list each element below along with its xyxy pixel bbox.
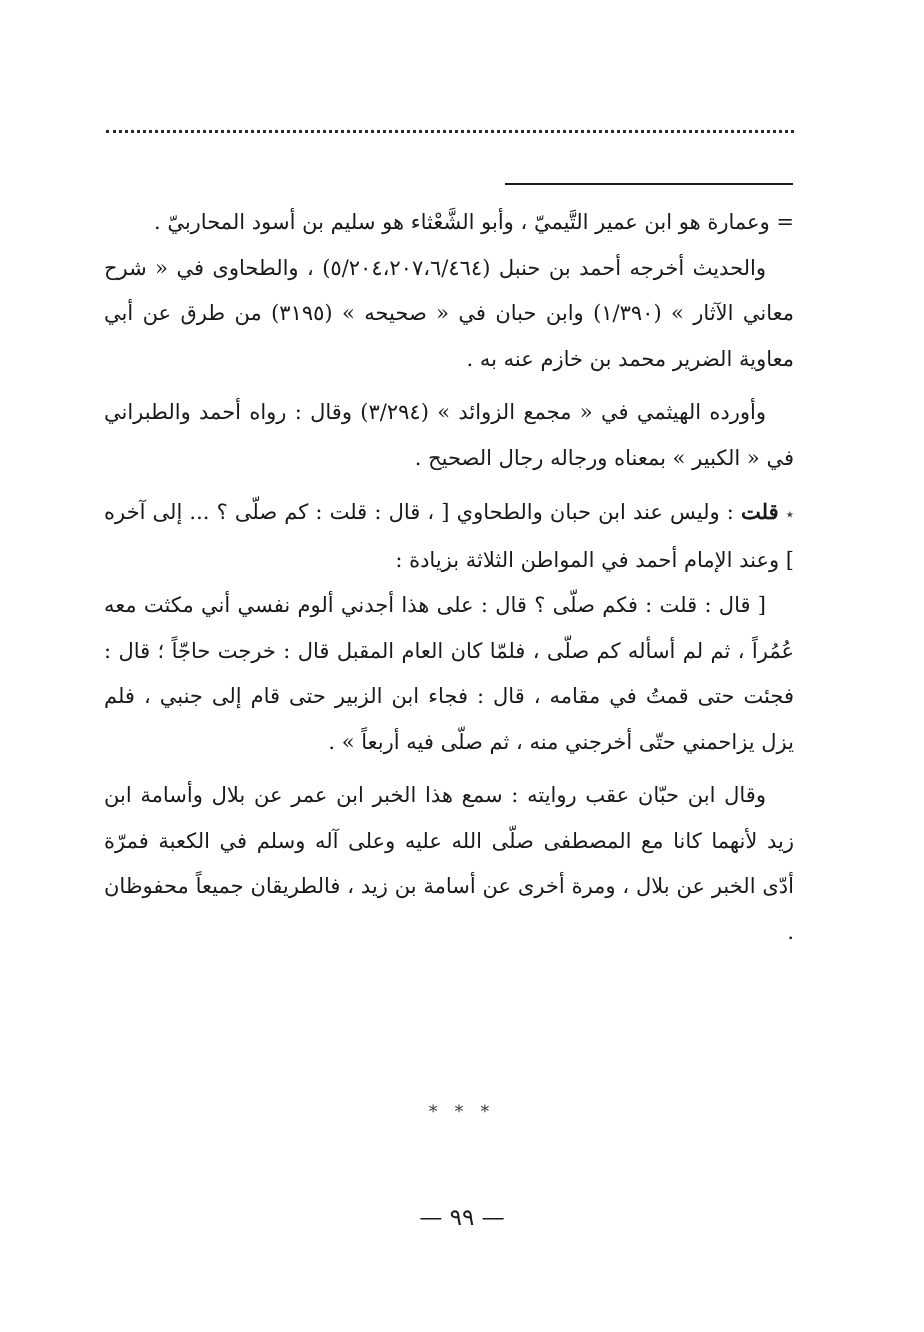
dotted-separator-line — [106, 130, 794, 133]
paragraph-4-text: : وليس عند ابن حبان والطحاوي [ ، قال : قلت : كم صلّى ؟ ... إلى آخره ] وعند الإمام أحمد في المواطن الثلاثة بزيادة : — [104, 500, 794, 572]
footnote-rule — [505, 183, 793, 185]
page-number: — ٩٩ — — [419, 1205, 505, 1231]
paragraph-4 — [104, 489, 794, 583]
asterisk-mark: ٭ — [785, 505, 794, 523]
paragraph-4-lead: قلت — [741, 499, 779, 524]
paragraph-1: = وعمارة هو ابن عمير التَّيميّ ، وأبو الشَّعْثاء هو سليم بن أسود المحاربيّ . — [153, 210, 794, 234]
section-separator-stars: * * * — [428, 1102, 496, 1122]
footnote-text-block — [104, 200, 794, 955]
paragraph-5: [ قال : قلت : فكم صلّى ؟ قال : على هذا أجدني ألوم نفسي أني مكثت معه عُمُراً ، ثم لم أسأله كم صلّى ، فلمّا كان العام المقبل قال : خرجت حاجّاً ؛ قال : فجئت حتى قمتُ في مقامه ، قال : فجاء ابن الزبير حتى قام إلى جنبي ، فلم يزل يزاحمني حتّى أخرجني منه ، ثم صلّى فيه أربعاً » . — [104, 593, 794, 754]
paragraph-2: والحديث أخرجه أحمد بن حنبل (٥/٢٠٤،٢٠٧،٦/٤٦٤) ، والطحاوى في « شرح معاني الآثار » (١/٣٩٠) وابن حبان في « صحيحه » (٣١٩٥) من طرق عن أبي معاوية الضرير محمد بن خازم عنه به . — [104, 255, 795, 371]
paragraph-6: وقال ابن حبّان عقب روايته : سمع هذا الخبر ابن عمر عن بلال وأسامة ابن زيد لأنهما كانا مع المصطفى صلّى الله عليه وعلى آله وسلم في الكعبة فمرّة أدّى الخبر عن بلال ، ومرة أخرى عن أسامة بن زيد ، فالطريقان جميعاً محفوظان . — [104, 783, 794, 944]
paragraph-3: وأورده الهيثمي في « مجمع الزوائد » (٣/٢٩٤) وقال : رواه أحمد والطبراني في « الكبير » بمعناه ورجاله رجال الصحيح . — [104, 400, 794, 470]
